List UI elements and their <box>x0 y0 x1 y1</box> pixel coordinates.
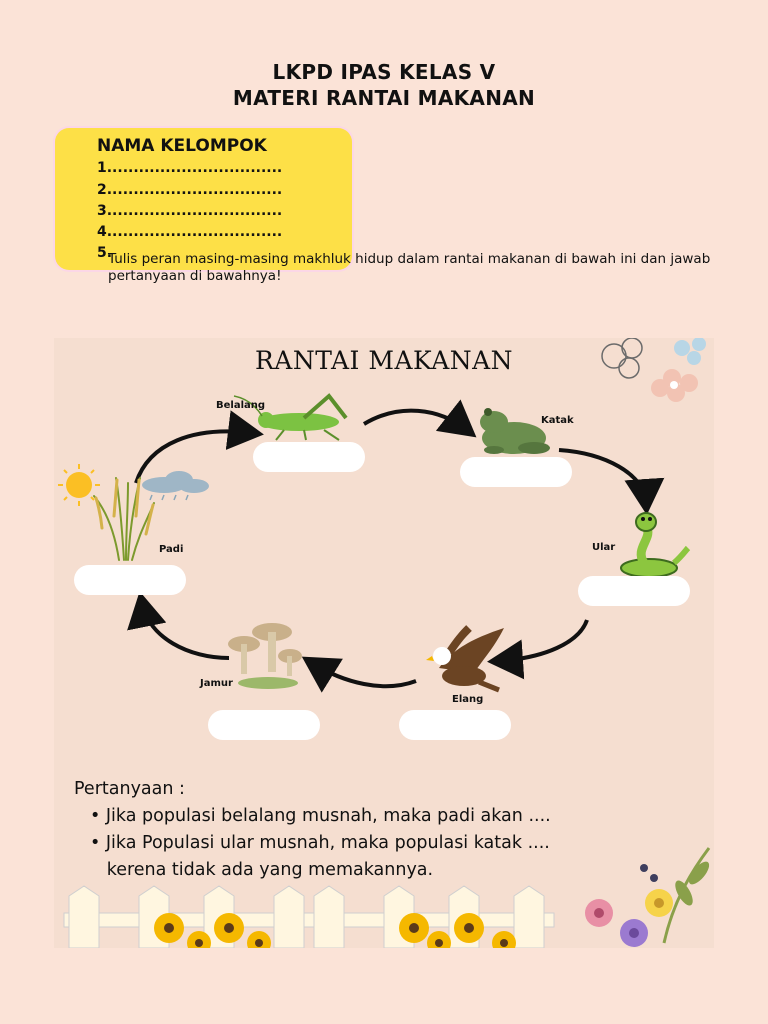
label-belalang: Belalang <box>216 400 266 411</box>
question-2: • Jika Populasi ular musnah, maka populasi katak .... <box>90 833 550 853</box>
answer-box-ular[interactable] <box>578 576 690 606</box>
answer-box-jamur[interactable] <box>208 710 320 740</box>
poster-title: RANTAI MAKANAN <box>254 346 514 375</box>
rain-cloud-icon <box>142 471 209 500</box>
member-line-5[interactable]: 5. <box>97 245 113 261</box>
question-1: • Jika populasi belalang musnah, maka padi akan .... <box>90 806 551 826</box>
question-2-continued: kerena tidak ada yang memakannya. <box>90 860 434 880</box>
food-chain-poster <box>54 338 714 948</box>
snake-icon <box>621 513 688 577</box>
label-elang: Elang <box>452 694 484 705</box>
arrow-belalang-katak <box>364 411 467 430</box>
label-katak: Katak <box>541 415 574 426</box>
mushroom-icon <box>228 623 302 689</box>
arrow-ular-elang <box>499 620 587 661</box>
answer-box-belalang[interactable] <box>253 442 365 472</box>
arrow-padi-belalang <box>136 431 252 483</box>
answer-box-elang[interactable] <box>399 710 511 740</box>
answer-box-katak[interactable] <box>460 457 572 487</box>
worksheet-subtitle: MATERI RANTAI MAKANAN <box>232 86 536 110</box>
group-name-title: NAMA KELOMPOK <box>97 136 267 156</box>
group-name-box <box>55 128 352 270</box>
arrow-katak-ular <box>559 450 646 503</box>
member-line-3[interactable]: 3................................. <box>97 203 283 219</box>
arrow-elang-jamur <box>312 663 416 686</box>
label-ular: Ular <box>592 542 616 553</box>
label-jamur: Jamur <box>200 678 233 689</box>
member-line-4[interactable]: 4................................. <box>97 224 283 240</box>
instruction-text: Tulis peran masing-masing makhluk hidup dalam rantai makanan di bawah ini dan jawab pertanyaan di bawahnya! <box>108 251 711 284</box>
frog-icon <box>480 408 550 454</box>
questions-title: Pertanyaan : <box>74 779 185 799</box>
corner-flowers-icon <box>585 848 713 947</box>
arrow-jamur-padi <box>142 603 229 658</box>
poster-artwork <box>54 338 714 948</box>
eagle-icon <box>426 628 504 690</box>
answer-box-padi[interactable] <box>74 565 186 595</box>
label-padi: Padi <box>159 544 184 555</box>
member-line-1[interactable]: 1................................. <box>97 160 283 176</box>
rice-plant-icon <box>94 478 154 560</box>
worksheet-title: LKPD IPAS KELAS V <box>272 60 496 84</box>
sun-icon <box>58 464 100 506</box>
fence-decoration <box>64 886 554 948</box>
member-line-2[interactable]: 2................................. <box>97 182 283 198</box>
